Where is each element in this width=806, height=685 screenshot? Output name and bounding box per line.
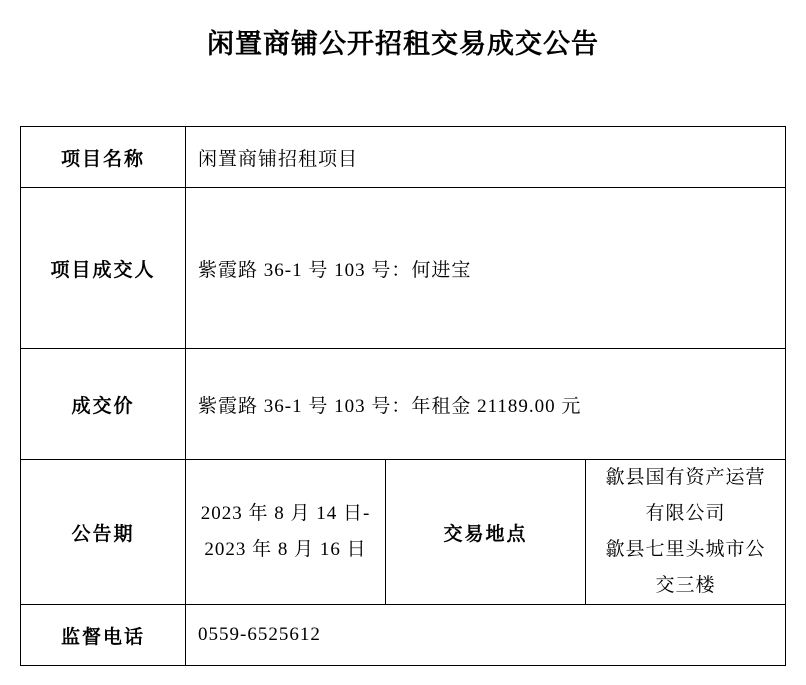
announcement-table-wrapper <box>20 126 786 666</box>
table-row-price <box>21 349 786 460</box>
announcement-table <box>20 126 786 666</box>
table-row-period <box>21 460 786 605</box>
value-buyer: 紫霞路 36-1 号 103 号：何进宝 <box>186 188 786 349</box>
value-price: 紫霞路 36-1 号 103 号：年租金 21189.00 元 <box>186 349 786 460</box>
page-title: 闲置商铺公开招租交易成交公告 <box>207 29 599 59</box>
label-trade-place: 交易地点 <box>386 460 586 605</box>
period-date-end: 2023 年 8 月 16 日 <box>204 539 367 561</box>
period-date-start: 2023 年 8 月 14 日- <box>200 503 371 525</box>
table-row-buyer <box>21 188 786 349</box>
trade-place-line-1: 歙县国有资产运营有限公司 <box>605 467 766 525</box>
label-buyer: 项目成交人 <box>21 188 186 349</box>
label-price: 成交价 <box>21 349 186 460</box>
value-supervise-phone: 0559-6525612 <box>186 605 786 666</box>
table-row-supervise-phone <box>21 605 786 666</box>
value-trade-place <box>586 460 786 605</box>
announcement-page <box>0 22 806 685</box>
label-supervise-phone: 监督电话 <box>21 605 186 666</box>
label-project-name: 项目名称 <box>21 127 186 188</box>
trade-place-line-2: 歙县七里头城市公交三楼 <box>605 539 766 597</box>
label-period: 公告期 <box>21 460 186 605</box>
table-row-project-name <box>21 127 786 188</box>
value-period-dates <box>186 460 386 605</box>
value-project-name: 闲置商铺招租项目 <box>186 127 786 188</box>
